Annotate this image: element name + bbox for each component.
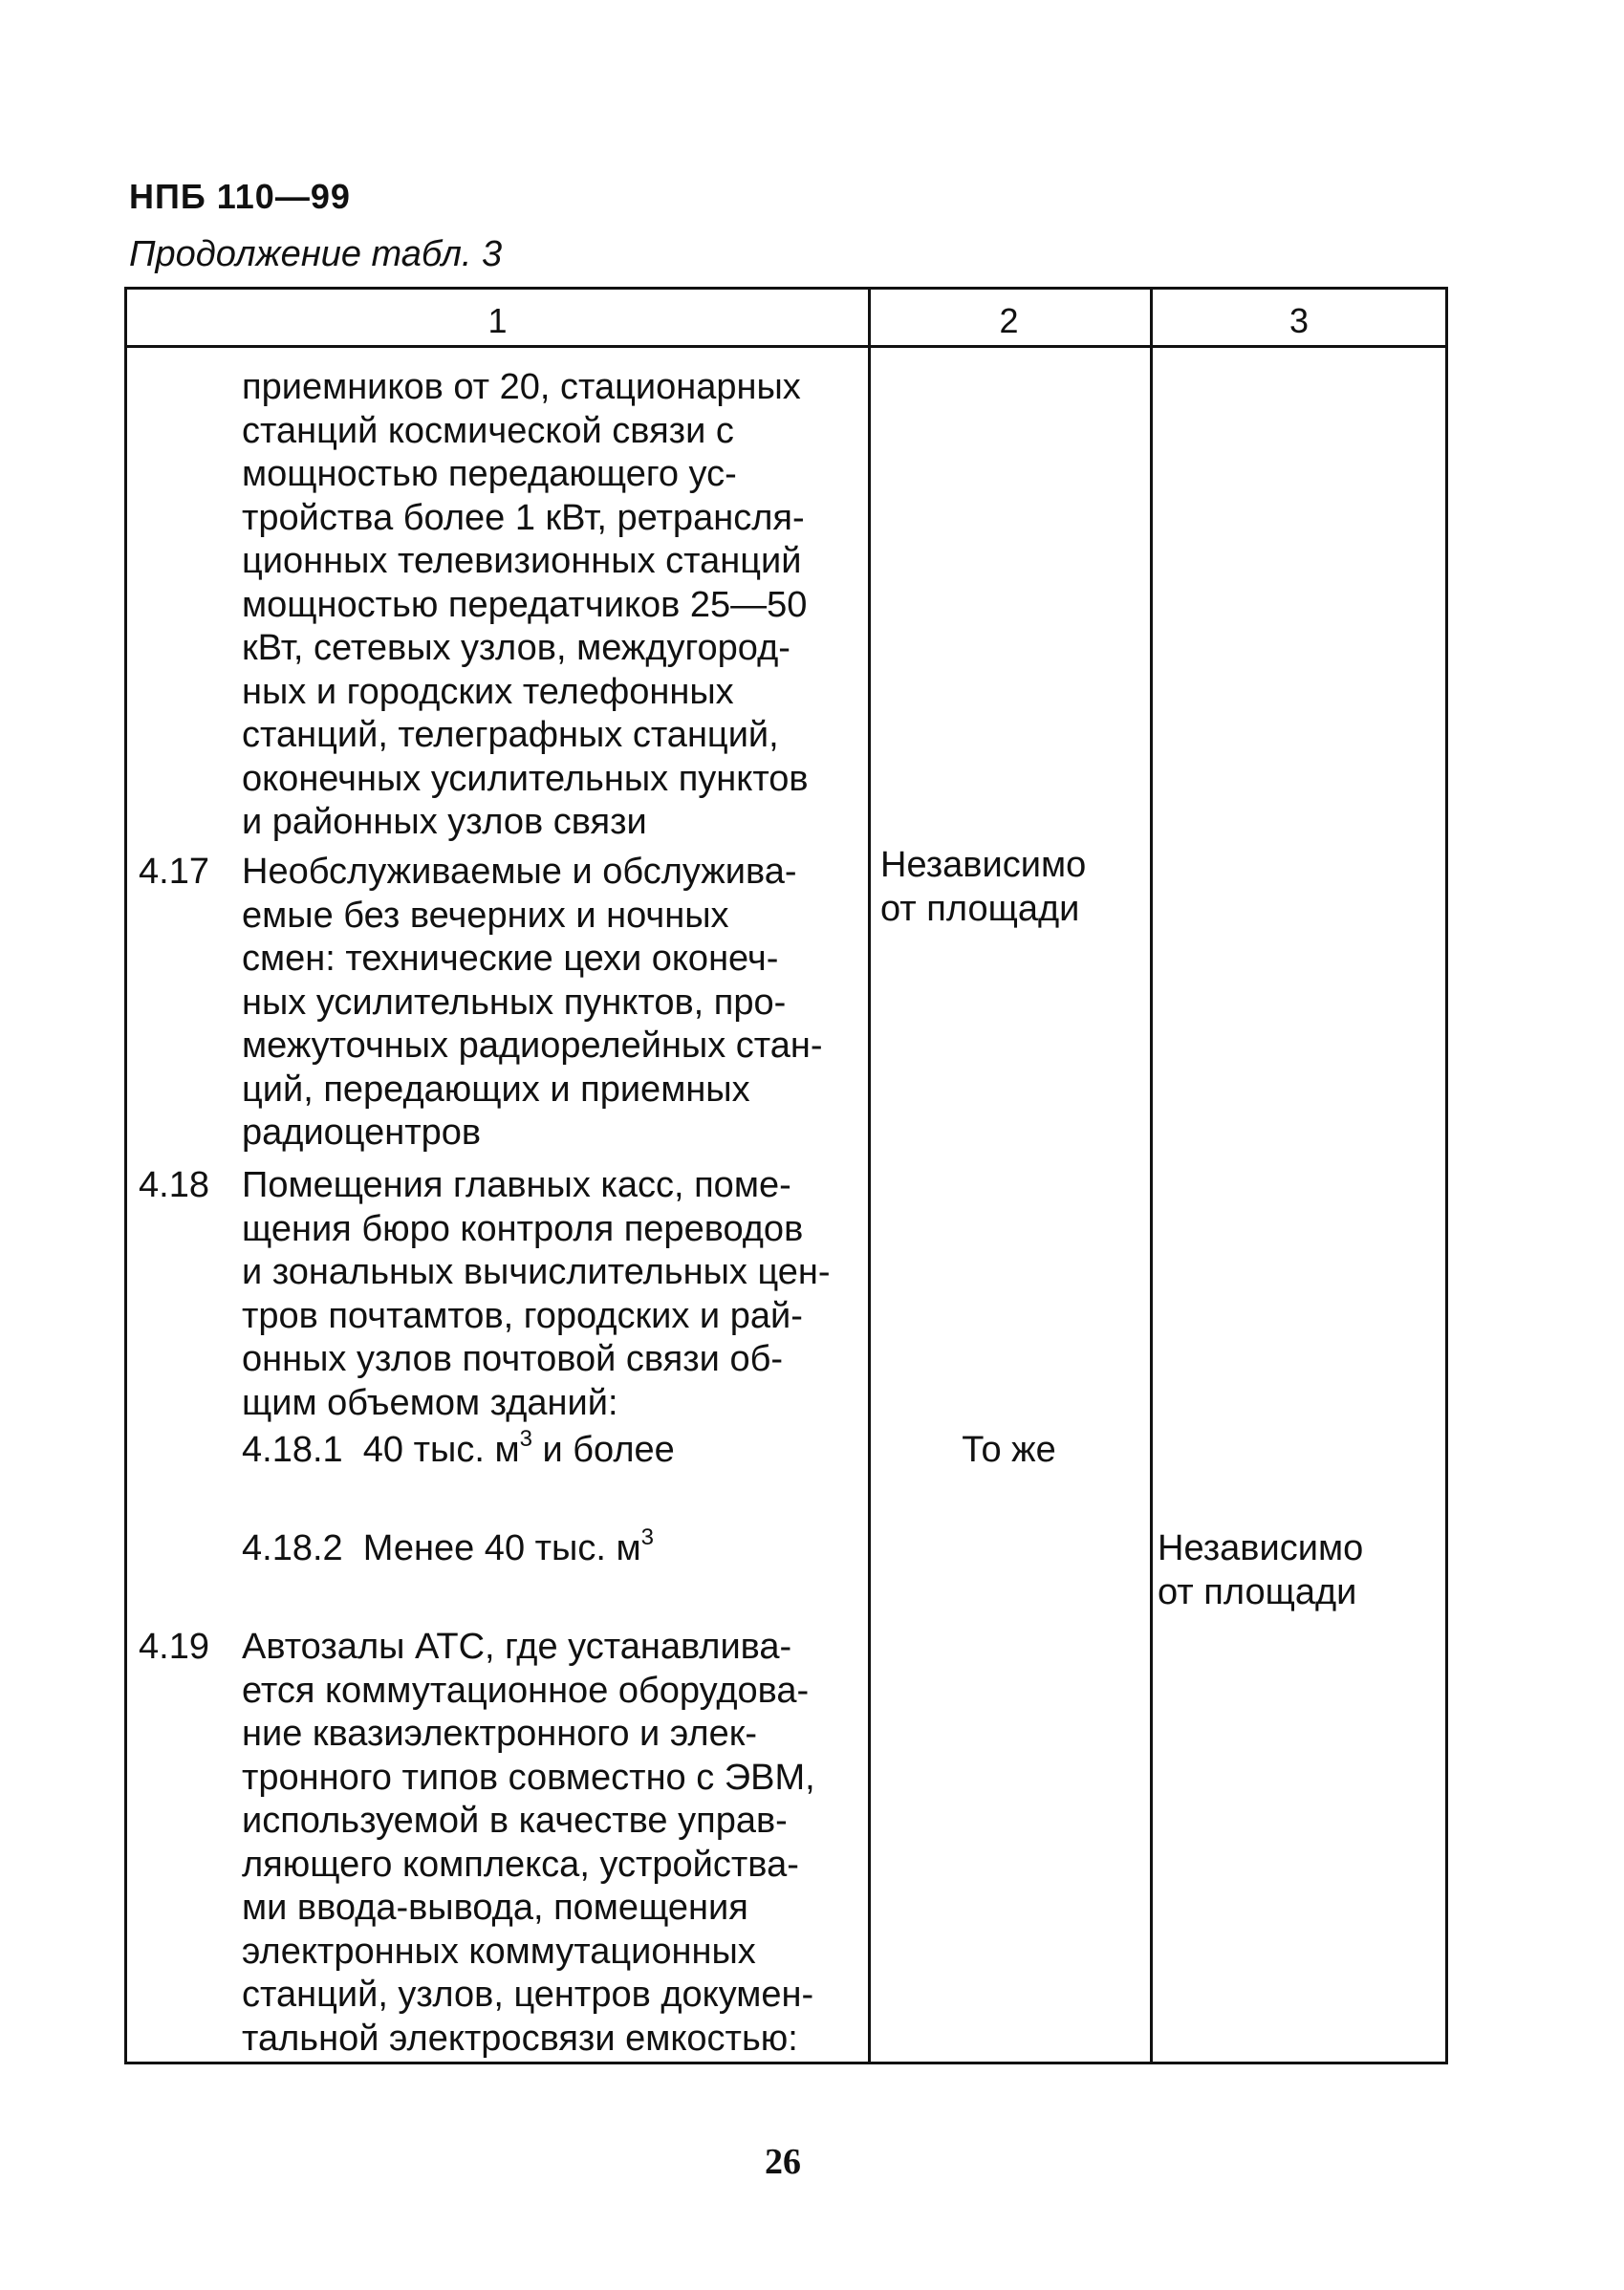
text-line: ций, передающих и приемных [242, 1069, 750, 1110]
text-line: щения бюро контроля переводов [242, 1208, 804, 1249]
text-line: и районных узлов связи [242, 802, 647, 842]
text-line: станций, телеграфных станций, [242, 715, 779, 755]
text-line: смен: технические цехи оконеч- [242, 939, 779, 979]
row-4-17-area-value [880, 844, 1086, 931]
row-4-18-1 [242, 1426, 675, 1473]
row-text-4-18 [242, 1164, 831, 1425]
text-line: емые без вечерних и ночных [242, 895, 729, 936]
text-line: щим объемом зданий: [242, 1382, 618, 1423]
text-line: Независимо [880, 845, 1087, 885]
row-number-4-17: 4.17 [139, 852, 209, 892]
column-header-3: 3 [1288, 301, 1310, 340]
text-line: радиоцентров [242, 1113, 482, 1153]
text-line: онных узлов почтовой связи об- [242, 1339, 784, 1379]
text-line: электронных коммутационных [242, 1931, 756, 1972]
row-4-18-1-area-value: То же [962, 1430, 1056, 1470]
page-number: 26 [765, 2142, 801, 2182]
column-divider [1150, 290, 1153, 2062]
row-text-4-18-2: Менее 40 тыс. м [362, 1528, 641, 1568]
text-line: Помещения главных касс, поме- [242, 1165, 791, 1205]
row-text-4-19 [242, 1626, 815, 2061]
column-header-1: 1 [487, 301, 508, 340]
text-line: межуточных радиорелейных стан- [242, 1026, 823, 1066]
document-code: НПБ 110—99 [129, 177, 351, 216]
text-line: от площади [1158, 1571, 1357, 1612]
row-text-4-18-1: 40 тыс. м [362, 1430, 520, 1470]
text-line: станций космической связи с [242, 410, 734, 451]
text-line: тров почтамтов, городских и рай- [242, 1295, 803, 1336]
row-number-4-18-2: 4.18.2 [242, 1528, 343, 1568]
intro-paragraph [242, 366, 809, 845]
column-header-2: 2 [999, 301, 1019, 340]
text-line: Автозалы АТС, где устанавлива- [242, 1627, 792, 1667]
row-4-18-2-requirement [1158, 1527, 1363, 1614]
row-text-tail: и более [531, 1430, 675, 1470]
table-continuation-caption: Продолжение табл. 3 [129, 234, 503, 274]
text-line: от площади [880, 888, 1080, 929]
text-line: станций, узлов, центров докумен- [242, 1975, 814, 2015]
row-text-4-17 [242, 851, 823, 1156]
text-line: мощностью передающего ус- [242, 454, 737, 494]
text-line: ных усилительных пунктов, про- [242, 982, 787, 1023]
text-line: тронного типов совместно с ЭВМ, [242, 1757, 815, 1798]
text-line: Необслуживаемые и обслужива- [242, 852, 797, 892]
text-line: мощностью передатчиков 25—50 [242, 584, 808, 625]
row-number-4-19: 4.19 [139, 1627, 209, 1667]
text-line: ется коммутационное оборудова- [242, 1670, 810, 1711]
text-line: ных и городских телефонных [242, 671, 734, 712]
text-line: используемой в качестве управ- [242, 1801, 788, 1841]
text-line: ми ввода-вывода, помещения [242, 1888, 748, 1928]
superscript: 3 [640, 1524, 654, 1551]
row-number-4-18: 4.18 [139, 1165, 209, 1205]
row-4-18-2 [242, 1524, 654, 1571]
text-line: Независимо [1158, 1528, 1364, 1568]
text-line: приемников от 20, стационарных [242, 367, 801, 407]
text-line: ние квазиэлектронного и элек- [242, 1714, 757, 1754]
text-line: ляющего комплекса, устройства- [242, 1844, 799, 1885]
text-line: оконечных усилительных пунктов [242, 758, 809, 799]
text-line: тальной электросвязи емкостью: [242, 2018, 798, 2059]
text-line: и зональных вычислительных цен- [242, 1252, 831, 1292]
header-divider [127, 345, 1445, 348]
text-line: ционных телевизионных станций [242, 541, 802, 581]
column-divider [868, 290, 871, 2062]
text-line: тройства более 1 кВт, ретрансля- [242, 497, 805, 538]
superscript: 3 [519, 1426, 532, 1453]
row-number-4-18-1: 4.18.1 [242, 1430, 343, 1470]
requirements-table [124, 287, 1448, 2064]
text-line: кВт, сетевых узлов, междугород- [242, 628, 790, 668]
